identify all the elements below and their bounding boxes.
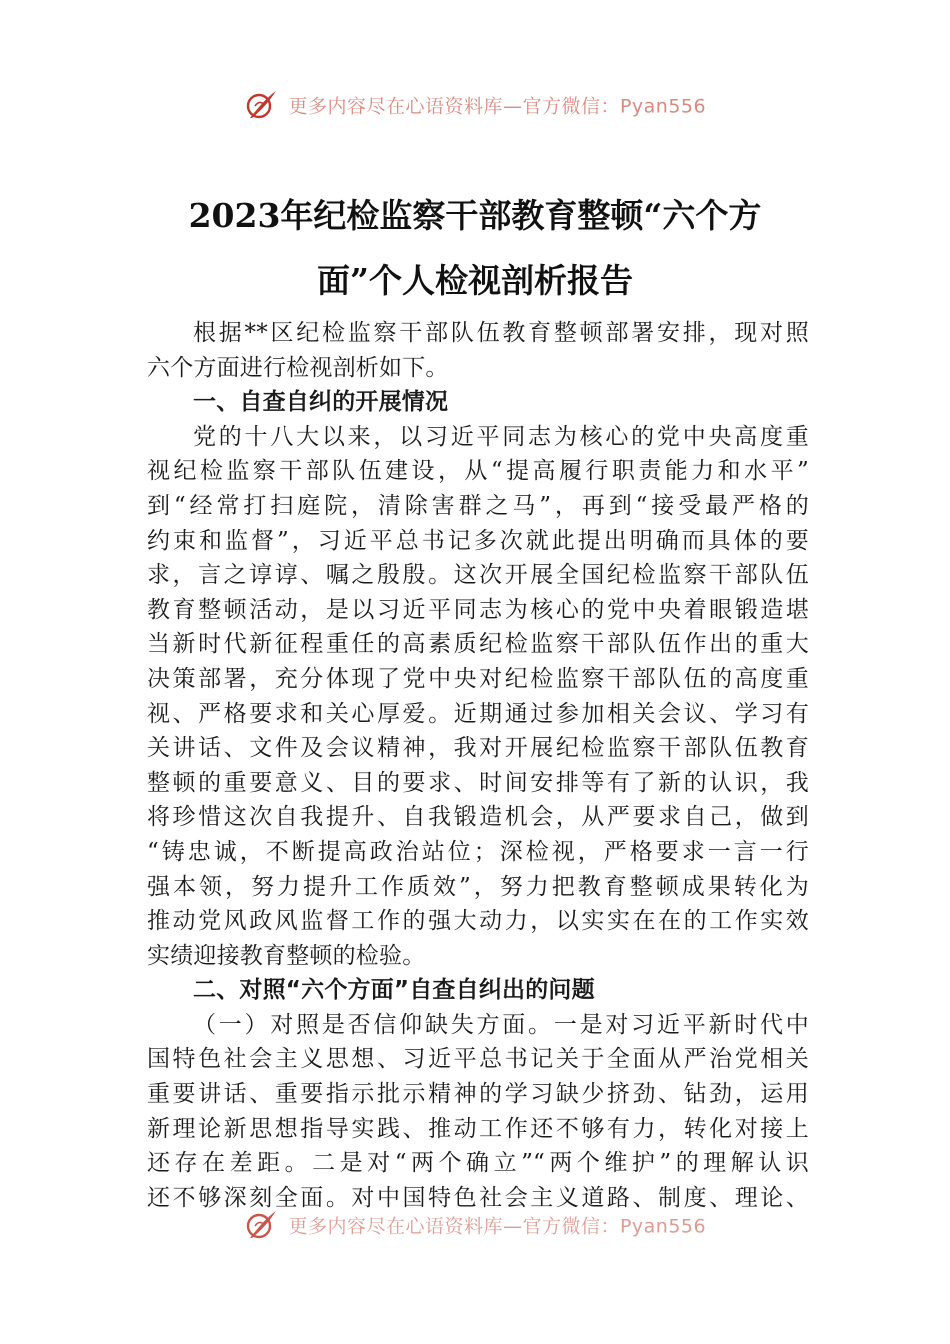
quill-logo-icon	[244, 1208, 278, 1242]
paragraph-line: 决策部署，充分体现了党中央对纪检监察干部队伍的高度重	[147, 665, 809, 692]
paragraph-line: 整顿的重要意义、目的要求、时间安排等有了新的认识，我	[147, 769, 809, 796]
paragraph-line: “铸忠诚，不断提高政治站位；深检视，严格要求一言一行	[147, 838, 809, 865]
paragraph-line: 根据**区纪检监察干部队伍教育整顿部署安排，现对照	[193, 320, 809, 346]
paragraph-line: 六个方面进行检视剖析如下。	[147, 354, 449, 381]
paragraph-line: 到“经常打扫庭院，清除害群之马”，再到“接受最严格的	[147, 492, 809, 519]
paragraph-line: 实绩迎接教育整顿的检验。	[147, 942, 426, 969]
paragraph-line: 视纪检监察干部队伍建设，从“提高履行职责能力和水平”	[147, 458, 809, 485]
section-heading: 一、自查自纠的开展情况	[193, 389, 449, 416]
paragraph-line: 当新时代新征程重任的高素质纪检监察干部队伍作出的重大	[147, 631, 809, 658]
paragraph-line: 将珍惜这次自我提升、自我锻造机会，从严要求自己，做到	[147, 804, 809, 831]
paragraph-line: 还不够深刻全面。对中国特色社会主义道路、制度、理论、	[147, 1184, 809, 1211]
paragraph-line: 重要讲话、重要指示批示精神的学习缺少挤劲、钻劲，运用	[147, 1081, 809, 1108]
document-title-line-2: 面”个人检视剖析报告	[317, 261, 633, 300]
paragraph-line: （一）对照是否信仰缺失方面。一是对习近平新时代中	[193, 1011, 809, 1038]
document-body	[147, 316, 809, 1215]
quill-logo-icon	[244, 88, 278, 122]
watermark-header	[0, 88, 950, 122]
paragraph-line: 视、严格要求和关心厚爱。近期通过参加相关会议、学习有	[147, 700, 809, 727]
section-heading: 二、对照“六个方面”自查自纠出的问题	[193, 977, 595, 1004]
watermark-text: 更多内容尽在心语资料库—官方微信：Pyan556	[288, 1215, 707, 1238]
paragraph-line: 推动党风政风监督工作的强大动力，以实实在在的工作实效	[147, 908, 809, 935]
paragraph-line: 党的十八大以来，以习近平同志为核心的党中央高度重	[193, 423, 809, 450]
paragraph-line: 强本领，努力提升工作质效”，努力把教育整顿成果转化为	[147, 873, 809, 900]
paragraph-line: 教育整顿活动，是以习近平同志为核心的党中央着眼锻造堪	[147, 596, 809, 623]
document-title-line-1: 2023年纪检监察干部教育整顿“六个方	[188, 196, 762, 235]
paragraph-line: 约束和监督”，习近平总书记多次就此提出明确而具体的要	[147, 527, 809, 554]
paragraph-line: 求，言之谆谆、嘱之殷殷。这次开展全国纪检监察干部队伍	[147, 562, 809, 589]
paragraph-line: 新理论新思想指导实践、推动工作还不够有力，转化对接上	[147, 1115, 809, 1142]
watermark-footer	[0, 1208, 950, 1242]
watermark-text: 更多内容尽在心语资料库—官方微信：Pyan556	[288, 95, 707, 118]
paragraph-line: 还存在差距。二是对“两个确立”“两个维护”的理解认识	[147, 1150, 809, 1177]
paragraph-line: 关讲话、文件及会议精神，我对开展纪检监察干部队伍教育	[147, 735, 809, 762]
paragraph-line: 国特色社会主义思想、习近平总书记关于全面从严治党相关	[147, 1046, 809, 1073]
